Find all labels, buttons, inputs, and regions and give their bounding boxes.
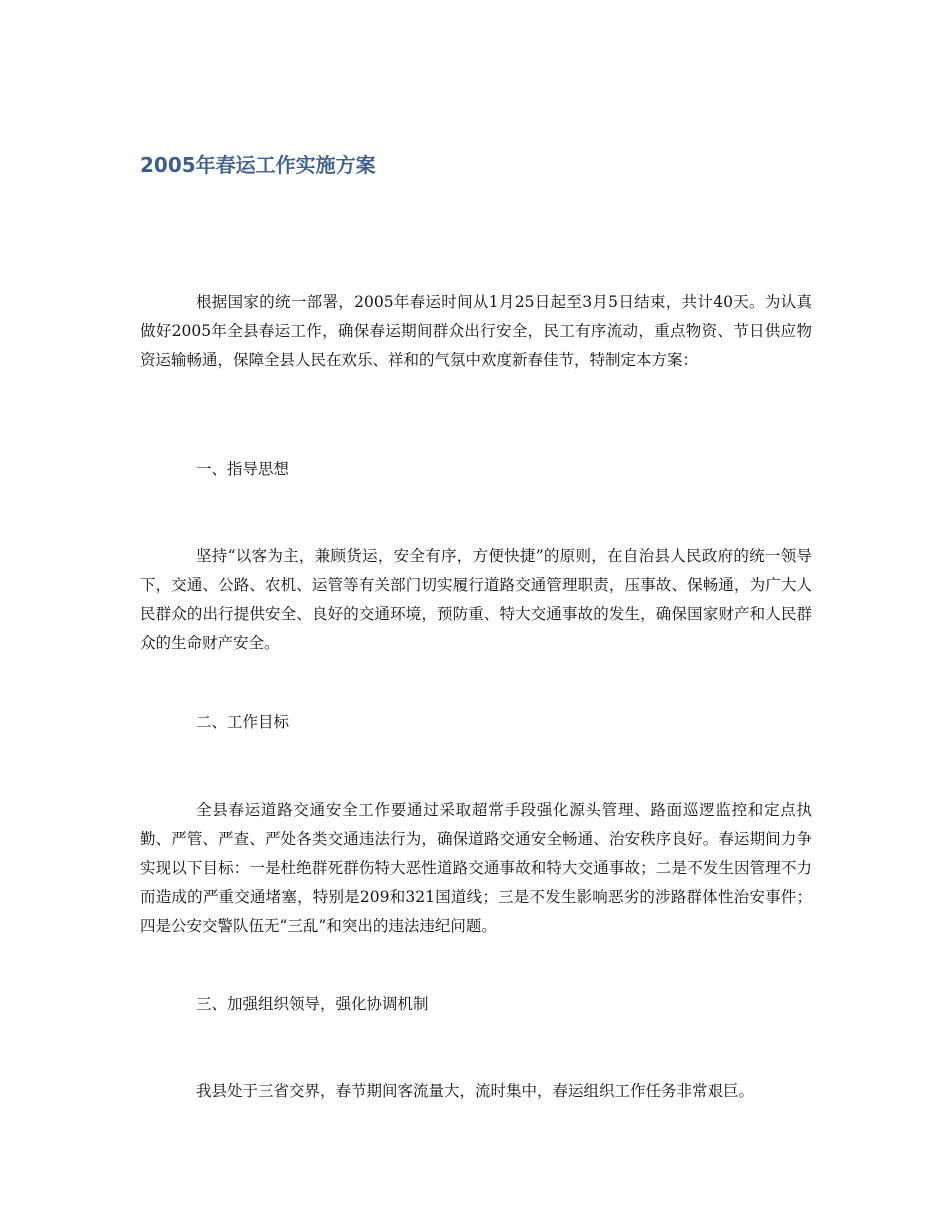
- section-heading-guiding-principle: 一、指导思想: [196, 460, 290, 478]
- section-body-organization: 我县处于三省交界，春节期间客流量大，流时集中，春运组织工作任务非常艰巨。: [196, 1082, 755, 1100]
- section-body-guiding-principle: 坚持“以客为主，兼顾货运，安全有序，方便快捷”的原则，在自治县人民政府的统一领导下，交通、公路、农机、运管等有关部门切实履行道路交通管理职责，压事故、保畅通，为广大人民群众的出行提供安全、良好的交通环境，预防重、特大交通事故的发生，确保国家财产和人民群众的生命财产安全。: [140, 547, 812, 652]
- section-body-work-goals: 全县春运道路交通安全工作要通过采取超常手段强化源头管理、路面巡逻监控和定点执勤、严管、严查、严处各类交通违法行为，确保道路交通安全畅通、治安秩序良好。春运期间力争实现以下目标：一是杜绝群死群伤特大恶性道路交通事故和特大交通事故；二是不发生因管理不力而造成的严重交通堵塞，特别是209和321国道线；三是不发生影响恶劣的涉路群体性治安事件；四是公安交警队伍无“三乱”和突出的违法违纪问题。: [140, 801, 812, 935]
- section-heading-organization: 三、加强组织领导，强化协调机制: [196, 995, 429, 1013]
- section-heading-work-goals: 二、工作目标: [196, 713, 290, 731]
- intro-paragraph: 根据国家的统一部署，2005年春运时间从1月25日起至3月5日结束，共计40天。为认真做好2005年全县春运工作，确保春运期间群众出行安全，民工有序流动，重点物资、节日供应物资运输畅通，保障全县人民在欢乐、祥和的气氛中欢度新春佳节，特制定本方案：: [140, 293, 812, 369]
- document-title: 2005年春运工作实施方案: [140, 153, 376, 177]
